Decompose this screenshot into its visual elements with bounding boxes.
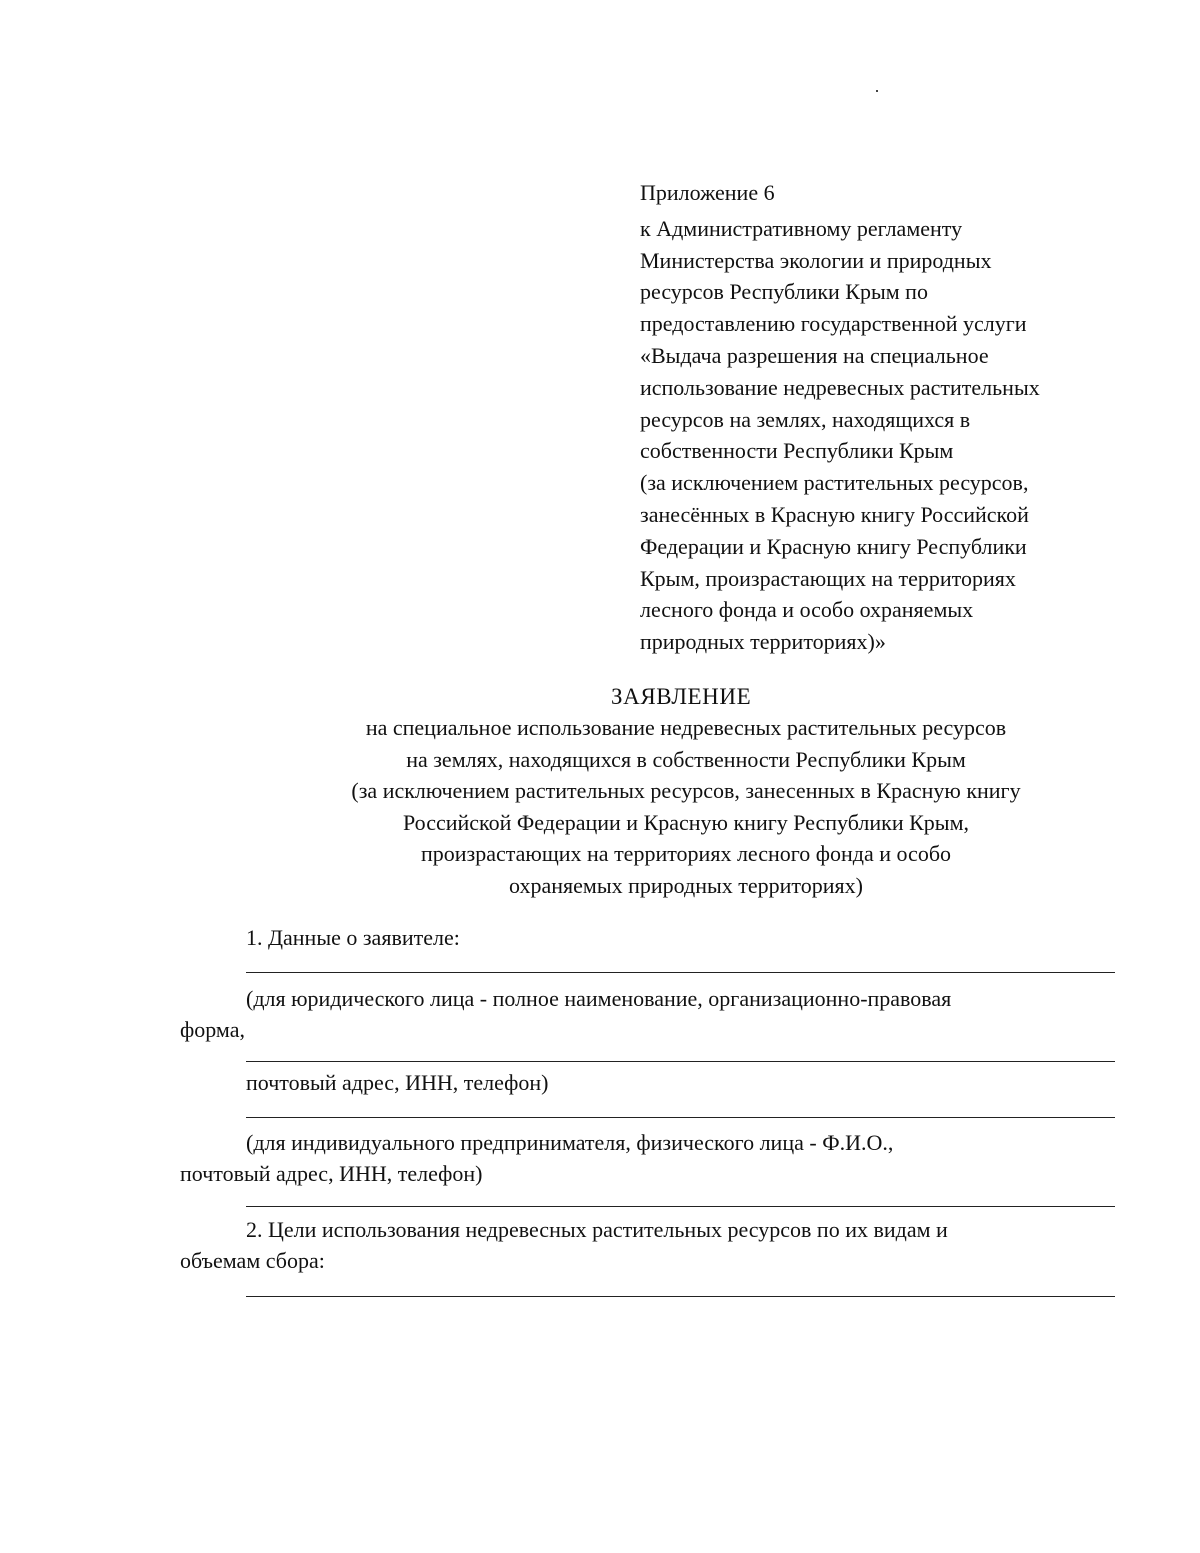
document-title: ЗАЯВЛЕНИЕ <box>611 684 752 709</box>
appendix-line: Министерства экологии и природных <box>640 247 992 273</box>
appendix-line: собственности Республики Крым <box>640 438 954 464</box>
fill-line <box>246 1117 1115 1118</box>
appendix-line: (за исключением растительных ресурсов, <box>640 470 1029 496</box>
fill-line <box>246 1061 1115 1062</box>
document-subtitle <box>172 712 1200 901</box>
subtitle-line: (за исключением растительных ресурсов, занесенных в Красную книгу <box>351 778 1021 803</box>
appendix-line: к Административному регламенту <box>640 215 963 241</box>
appendix-line: Крым, произрастающих на территориях <box>640 565 1016 591</box>
legal-entity-hint: (для юридического лица - полное наименование, организационно-правовая <box>246 986 952 1011</box>
fill-line <box>246 1296 1115 1297</box>
fill-line <box>246 972 1115 973</box>
appendix-line: использование недревесных растительных <box>640 374 1040 400</box>
purpose-heading: объемам сбора: <box>180 1248 325 1273</box>
individual-hint: (для индивидуального предпринимателя, физического лица - Ф.И.О., <box>246 1130 894 1155</box>
appendix-line: Федерации и Красную книгу Республики <box>640 533 1027 559</box>
subtitle-line: на специальное использование недревесных растительных ресурсов <box>365 715 1007 740</box>
legal-entity-hint: форма, <box>180 1017 245 1042</box>
appendix-block <box>640 177 1160 658</box>
appendix-line: занесённых в Красную книгу Российской <box>640 501 1029 527</box>
appendix-line: ресурсов на землях, находящихся в <box>640 406 971 432</box>
appendix-line: «Выдача разрешения на специальное <box>640 342 989 368</box>
applicant-heading: 1. Данные о заявителе: <box>246 925 460 950</box>
appendix-line: ресурсов Республики Крым по <box>640 279 928 305</box>
subtitle-line: на землях, находящихся в собственности Республики Крым <box>406 746 966 772</box>
appendix-line: предоставлению государственной услуги <box>640 311 1027 337</box>
scan-artifact <box>876 90 878 92</box>
individual-hint: почтовый адрес, ИНН, телефон) <box>180 1161 483 1186</box>
fill-line <box>246 1206 1115 1207</box>
appendix-line: природных территориях)» <box>640 629 886 655</box>
subtitle-line: охраняемых природных территориях) <box>509 872 863 898</box>
subtitle-line: Российской Федерации и Красную книгу Республики Крым, <box>402 809 969 835</box>
subtitle-line: произрастающих на территориях лесного фонда и особо <box>420 841 952 866</box>
appendix-title: Приложение 6 <box>640 180 775 205</box>
appendix-line: лесного фонда и особо охраняемых <box>640 597 974 623</box>
legal-entity-hint: почтовый адрес, ИНН, телефон) <box>246 1070 549 1095</box>
purpose-heading: 2. Цели использования недревесных растительных ресурсов по их видам и <box>246 1217 948 1242</box>
